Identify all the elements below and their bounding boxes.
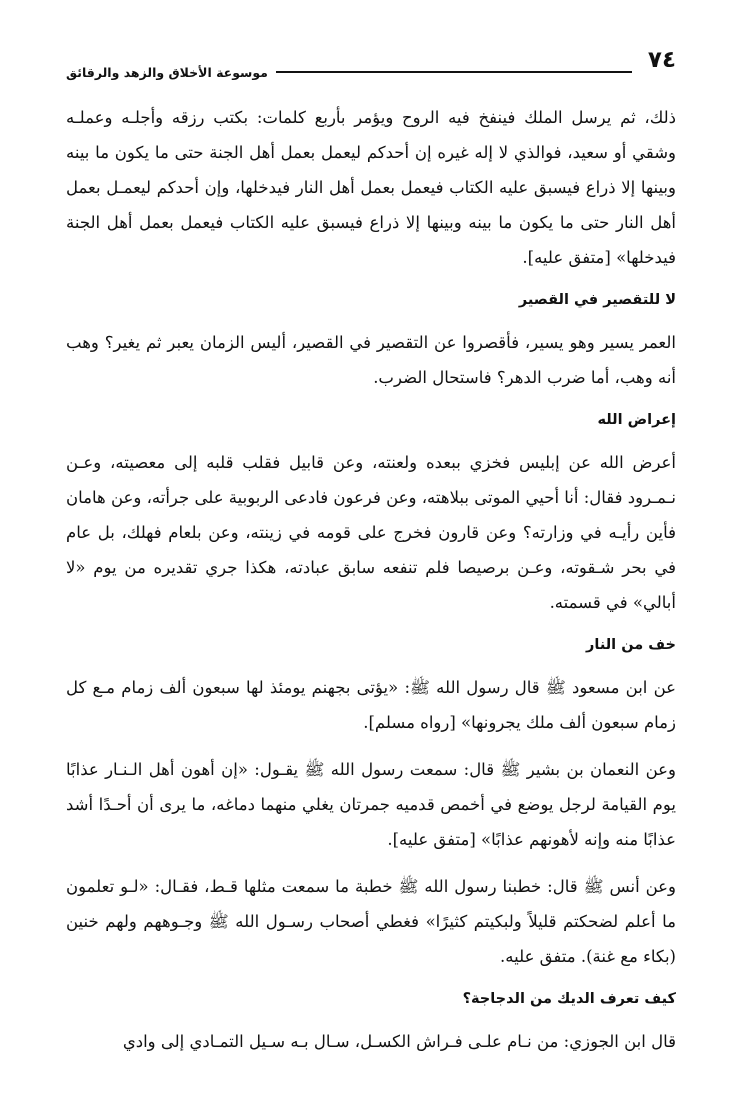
section-heading-iradh-allah: إعراض الله [597, 412, 676, 428]
paragraph-short-life: العمر يسير وهو يسير، فأقصروا عن التقصير في القصير، أليس الزمان يعبر ثم يغير؟ وهب أنه وهب، أما ضرب الدهر؟ فاستحال الضرب. [66, 333, 676, 387]
section-heading-rooster-hen: كيف تعرف الديك من الدجاجة؟ [462, 991, 676, 1007]
running-title: موسوعة الأخلاق والزهد والرقائق [66, 65, 268, 80]
header-rule [276, 71, 632, 73]
paragraph-ibn-aljawzi: قال ابن الجوزي: من نـام علـى فـراش الكسـل، سـال بـه سـيل التمـادي إلى وادي [122, 1032, 676, 1051]
paragraph-anas: وعن أنس ﷺ قال: خطبنا رسول الله ﷺ خطبة ما سمعت مثلها قـط، فقـال: «لـو تعلمون ما أعلم لضحكتم قليلاً ولبكيتم كثيرًا» فغطي أصحاب رسـول الله ﷺ وجـوههم ولهم خنين (بكاء مع غنة). متفق عليه. [66, 877, 676, 966]
page-number: ٧٤ [647, 47, 676, 73]
paragraph-iradh-allah: أعرض الله عن إبليس فخزي ببعده ولعنته، وعن قابيل فقلب قلبه إلى معصيته، وعـن نـمـرود فقال: أنا أحيي الموتى ببلاهته، وعن فرعون فادعى الربوبية على جرأته، وعن هامان فأين رأيـه في وزارته؟ وعن قارون فخرج على قومه في زينته، وعن بلعام فهلك، بل عام في بحر شـقوته، وعـن برصيصا فلم تنفعه سابق عبادته، هكذا جري تقديره من يوم «لا أبالي» في قسمته. [66, 453, 676, 612]
section-heading-khaf-min-alnar: خف من النار [586, 637, 676, 653]
paragraph-ibn-masud: عن ابن مسعود ﷺ قال رسول الله ﷺ: «يؤتى بجهنم يومئذ لها سبعون ألف زمام مـع كل زمام سبعون ألف ملك يجرونها» [رواه مسلم]. [66, 678, 676, 732]
page-header [66, 40, 676, 80]
section-heading-la-lil-taqsir: لا للتقصير في القصير [518, 292, 676, 308]
paragraph-hadith-continuation: ذلك، ثم يرسل الملك فينفخ فيه الروح ويؤمر بأربع كلمات: بكتب رزقه وأجلـه وعملـه وشقي أو سعيد، فوالذي لا إله غيره إن أحدكم ليعمل بعمل أهل الجنة حتى ما يكون ما بينه وبينها إلا ذراع فيسبق عليه الكتاب فيعمل بعمل أهل النار فيدخلها، وإن أحدكم ليعمـل بعمل أهل النار حتى ما يكون ما بينه وبينها إلا ذراع فيسبق عليه الكتاب فيعمل بعمل أهل الجنة فيدخلها» [متفق عليه]. [66, 108, 676, 267]
paragraph-numan-bin-bashir: وعن النعمان بن بشير ﷺ قال: سمعت رسول الله ﷺ يقـول: «إن أهون أهل الـنـار عذابًا يوم القيامة لرجل يوضع في أخمص قدميه جمرتان يغلي منهما دماغه، ما يرى أن أحـدًا أشد عذابًا منه وإنه لأهونهم عذابًا» [متفق عليه]. [66, 760, 676, 849]
